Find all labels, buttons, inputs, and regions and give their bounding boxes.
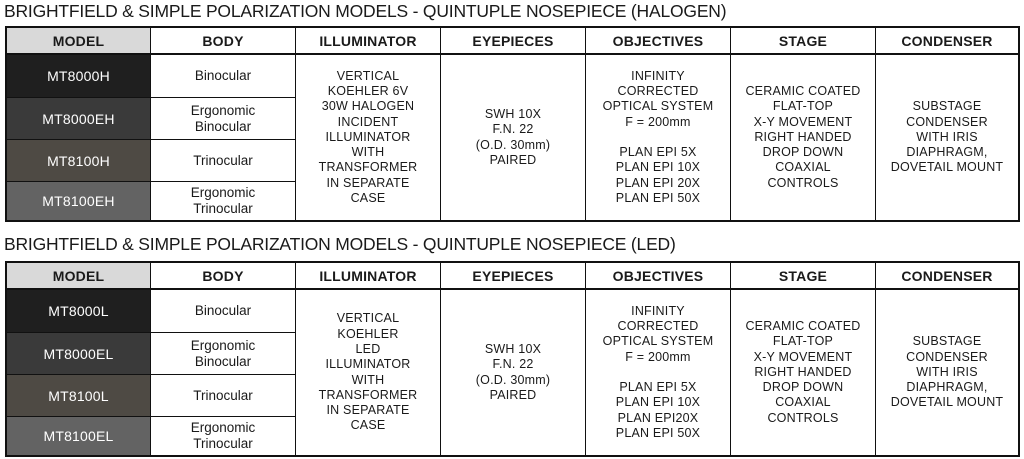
header-body: BODY bbox=[151, 263, 296, 290]
header-model: MODEL bbox=[7, 263, 151, 290]
body-cell: Ergonomic Binocular bbox=[151, 332, 296, 374]
header-body: BODY bbox=[151, 28, 296, 55]
header-model: MODEL bbox=[7, 28, 151, 55]
stage-cell: CERAMIC COATED FLAT-TOP X-Y MOVEMENT RIGHT HANDED DROP DOWN COAXIAL CONTROLS bbox=[731, 290, 876, 455]
header-stage: STAGE bbox=[731, 28, 876, 55]
body-cell: Trinocular bbox=[151, 374, 296, 416]
model-cell: MT8000H bbox=[7, 55, 151, 97]
body-cell: Binocular bbox=[151, 55, 296, 97]
model-cell: MT8000EL bbox=[7, 332, 151, 374]
header-condenser: CONDENSER bbox=[876, 263, 1018, 290]
header-eyepieces: EYEPIECES bbox=[441, 263, 586, 290]
led-spec-table bbox=[5, 261, 1020, 457]
condenser-cell: SUBSTAGE CONDENSER WITH IRIS DIAPHRAGM, DOVETAIL MOUNT bbox=[890, 334, 1004, 410]
header-illuminator: ILLUMINATOR bbox=[296, 263, 441, 290]
objectives-cell: INFINITY CORRECTED OPTICAL SYSTEM F = 200mm PLAN EPI 5X PLAN EPI 10X PLAN EPI 20X PLAN EPI 50X bbox=[586, 55, 731, 220]
header-objectives: OBJECTIVES bbox=[586, 263, 731, 290]
halogen-section-title: BRIGHTFIELD & SIMPLE POLARIZATION MODELS - QUINTUPLE NOSEPIECE (HALOGEN) bbox=[4, 1, 727, 21]
illuminator-cell: VERTICAL KOEHLER 6V 30W HALOGEN INCIDENT ILLUMINATOR WITH TRANSFORMER IN SEPARATE CASE bbox=[296, 55, 441, 220]
condenser-cell: SUBSTAGE CONDENSER WITH IRIS DIAPHRAGM, DOVETAIL MOUNT bbox=[890, 99, 1004, 175]
halogen-spec-table bbox=[5, 26, 1020, 222]
model-cell: MT8000EH bbox=[7, 97, 151, 139]
header-stage: STAGE bbox=[731, 263, 876, 290]
model-cell: MT8000L bbox=[7, 290, 151, 332]
body-cell: Ergonomic Trinocular bbox=[151, 181, 296, 220]
body-cell: Trinocular bbox=[151, 139, 296, 181]
header-illuminator: ILLUMINATOR bbox=[296, 28, 441, 55]
body-cell: Ergonomic Trinocular bbox=[151, 416, 296, 455]
stage-cell: CERAMIC COATED FLAT-TOP X-Y MOVEMENT RIGHT HANDED DROP DOWN COAXIAL CONTROLS bbox=[731, 55, 876, 220]
eyepieces-cell: SWH 10X F.N. 22 (O.D. 30mm) PAIRED bbox=[441, 290, 586, 455]
led-section-title: BRIGHTFIELD & SIMPLE POLARIZATION MODELS - QUINTUPLE NOSEPIECE (LED) bbox=[4, 234, 676, 254]
header-eyepieces: EYEPIECES bbox=[441, 28, 586, 55]
header-condenser: CONDENSER bbox=[876, 28, 1018, 55]
objectives-cell: INFINITY CORRECTED OPTICAL SYSTEM F = 200mm PLAN EPI 5X PLAN EPI 10X PLAN EPI20X PLAN EPI 50X bbox=[586, 290, 731, 455]
eyepieces-cell: SWH 10X F.N. 22 (O.D. 30mm) PAIRED bbox=[441, 55, 586, 220]
model-cell: MT8100H bbox=[7, 139, 151, 181]
body-cell: Binocular bbox=[151, 290, 296, 332]
model-cell: MT8100L bbox=[7, 374, 151, 416]
model-cell: MT8100EH bbox=[7, 181, 151, 220]
model-cell: MT8100EL bbox=[7, 416, 151, 455]
body-cell: Ergonomic Binocular bbox=[151, 97, 296, 139]
header-objectives: OBJECTIVES bbox=[586, 28, 731, 55]
illuminator-cell: VERTICAL KOEHLER LED ILLUMINATOR WITH TRANSFORMER IN SEPARATE CASE bbox=[296, 290, 441, 455]
